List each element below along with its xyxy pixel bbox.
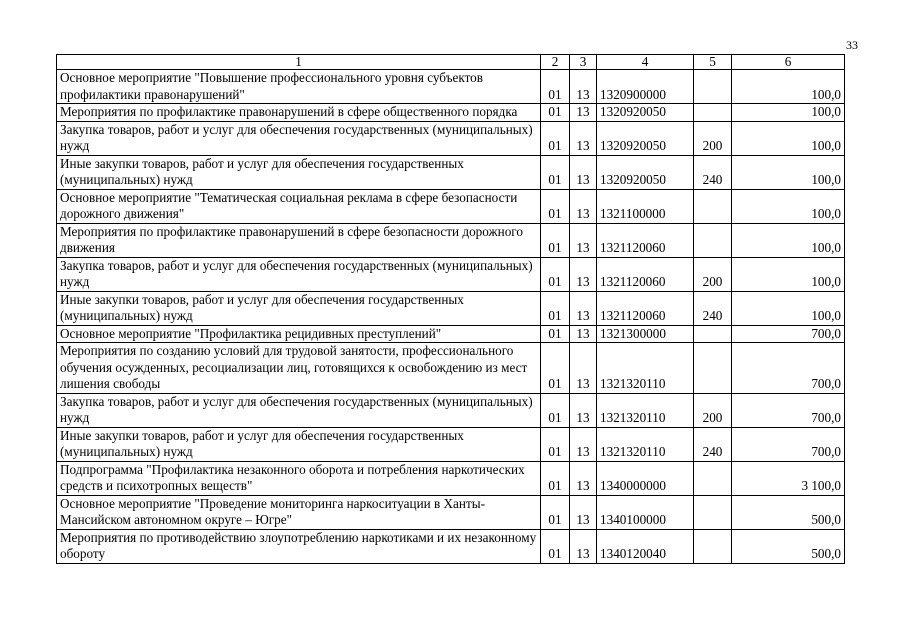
amount-cell: 100,0 <box>732 104 845 122</box>
table-row <box>57 461 845 495</box>
table-row <box>57 495 845 529</box>
target-article-cell: 1321320110 <box>597 427 694 461</box>
table-row <box>57 223 845 257</box>
section-code-cell: 01 <box>541 325 570 343</box>
table-row <box>57 257 845 291</box>
column-header-5: 5 <box>694 55 732 70</box>
row-name-cell: Мероприятия по профилактике правонарушений в сфере безопасности дорожного движения <box>57 223 541 257</box>
subsection-code-cell: 13 <box>570 461 597 495</box>
amount-cell: 700,0 <box>732 343 845 394</box>
column-header-2: 2 <box>541 55 570 70</box>
subsection-code-cell: 13 <box>570 70 597 104</box>
column-header-4: 4 <box>597 55 694 70</box>
page-number: 33 <box>846 38 858 52</box>
subsection-code-cell: 13 <box>570 291 597 325</box>
row-name-cell: Мероприятия по профилактике правонарушений в сфере общественного порядка <box>57 104 541 122</box>
column-number-row <box>57 55 845 70</box>
section-code-cell: 01 <box>541 461 570 495</box>
expense-type-cell <box>694 104 732 122</box>
subsection-code-cell: 13 <box>570 427 597 461</box>
amount-cell: 100,0 <box>732 257 845 291</box>
subsection-code-cell: 13 <box>570 393 597 427</box>
expense-type-cell: 200 <box>694 393 732 427</box>
subsection-code-cell: 13 <box>570 495 597 529</box>
table-row <box>57 393 845 427</box>
row-name-cell: Основное мероприятие "Профилактика рецидивных преступлений" <box>57 325 541 343</box>
target-article-cell: 1321300000 <box>597 325 694 343</box>
column-header-6: 6 <box>732 55 845 70</box>
amount-cell: 100,0 <box>732 291 845 325</box>
target-article-cell: 1340100000 <box>597 495 694 529</box>
subsection-code-cell: 13 <box>570 121 597 155</box>
row-name-cell: Закупка товаров, работ и услуг для обеспечения государственных (муниципальных) нужд <box>57 121 541 155</box>
section-code-cell: 01 <box>541 393 570 427</box>
amount-cell: 500,0 <box>732 495 845 529</box>
expense-type-cell: 200 <box>694 121 732 155</box>
expense-type-cell <box>694 529 732 563</box>
subsection-code-cell: 13 <box>570 325 597 343</box>
row-name-cell: Подпрограмма "Профилактика незаконного оборота и потребления наркотических средств и психотропных веществ" <box>57 461 541 495</box>
row-name-cell: Основное мероприятие "Тематическая социальная реклама в сфере безопасности дорожного движения" <box>57 189 541 223</box>
target-article-cell: 1321320110 <box>597 343 694 394</box>
subsection-code-cell: 13 <box>570 189 597 223</box>
table-row <box>57 343 845 394</box>
subsection-code-cell: 13 <box>570 257 597 291</box>
section-code-cell: 01 <box>541 257 570 291</box>
section-code-cell: 01 <box>541 495 570 529</box>
amount-cell: 100,0 <box>732 70 845 104</box>
subsection-code-cell: 13 <box>570 223 597 257</box>
section-code-cell: 01 <box>541 291 570 325</box>
target-article-cell: 1340000000 <box>597 461 694 495</box>
section-code-cell: 01 <box>541 343 570 394</box>
section-code-cell: 01 <box>541 70 570 104</box>
target-article-cell: 1320900000 <box>597 70 694 104</box>
section-code-cell: 01 <box>541 529 570 563</box>
column-header-3: 3 <box>570 55 597 70</box>
section-code-cell: 01 <box>541 104 570 122</box>
expense-type-cell <box>694 325 732 343</box>
subsection-code-cell: 13 <box>570 104 597 122</box>
target-article-cell: 1321120060 <box>597 223 694 257</box>
expense-type-cell <box>694 223 732 257</box>
amount-cell: 100,0 <box>732 121 845 155</box>
expense-type-cell: 200 <box>694 257 732 291</box>
expense-type-cell <box>694 70 732 104</box>
budget-table <box>56 54 845 564</box>
amount-cell: 100,0 <box>732 155 845 189</box>
table-body <box>57 70 845 564</box>
row-name-cell: Иные закупки товаров, работ и услуг для обеспечения государственных (муниципальных) нужд <box>57 155 541 189</box>
expense-type-cell <box>694 189 732 223</box>
target-article-cell: 1321100000 <box>597 189 694 223</box>
amount-cell: 700,0 <box>732 325 845 343</box>
target-article-cell: 1321120060 <box>597 291 694 325</box>
expense-type-cell: 240 <box>694 155 732 189</box>
amount-cell: 3 100,0 <box>732 461 845 495</box>
row-name-cell: Мероприятия по созданию условий для трудовой занятости, профессионального обучения осужденных, ресоциализации лиц, готовящихся к освобождению из мест лишения свободы <box>57 343 541 394</box>
row-name-cell: Закупка товаров, работ и услуг для обеспечения государственных (муниципальных) нужд <box>57 393 541 427</box>
target-article-cell: 1320920050 <box>597 104 694 122</box>
amount-cell: 700,0 <box>732 393 845 427</box>
row-name-cell: Иные закупки товаров, работ и услуг для обеспечения государственных (муниципальных) нужд <box>57 427 541 461</box>
row-name-cell: Иные закупки товаров, работ и услуг для обеспечения государственных (муниципальных) нужд <box>57 291 541 325</box>
amount-cell: 100,0 <box>732 189 845 223</box>
table-row <box>57 291 845 325</box>
section-code-cell: 01 <box>541 121 570 155</box>
expense-type-cell <box>694 343 732 394</box>
target-article-cell: 1321320110 <box>597 393 694 427</box>
expense-type-cell: 240 <box>694 427 732 461</box>
expense-type-cell <box>694 461 732 495</box>
section-code-cell: 01 <box>541 223 570 257</box>
table-row <box>57 529 845 563</box>
row-name-cell: Мероприятия по противодействию злоупотреблению наркотиками и их незаконному обороту <box>57 529 541 563</box>
table-row <box>57 70 845 104</box>
row-name-cell: Основное мероприятие "Проведение мониторинга наркоситуации в Ханты-Мансийском автономном округе – Югре" <box>57 495 541 529</box>
target-article-cell: 1340120040 <box>597 529 694 563</box>
target-article-cell: 1321120060 <box>597 257 694 291</box>
amount-cell: 500,0 <box>732 529 845 563</box>
row-name-cell: Закупка товаров, работ и услуг для обеспечения государственных (муниципальных) нужд <box>57 257 541 291</box>
target-article-cell: 1320920050 <box>597 155 694 189</box>
subsection-code-cell: 13 <box>570 155 597 189</box>
subsection-code-cell: 13 <box>570 529 597 563</box>
table-row <box>57 121 845 155</box>
section-code-cell: 01 <box>541 427 570 461</box>
amount-cell: 100,0 <box>732 223 845 257</box>
row-name-cell: Основное мероприятие "Повышение профессионального уровня субъектов профилактики правонарушений" <box>57 70 541 104</box>
table-row <box>57 104 845 122</box>
table-row <box>57 189 845 223</box>
target-article-cell: 1320920050 <box>597 121 694 155</box>
expense-type-cell <box>694 495 732 529</box>
section-code-cell: 01 <box>541 189 570 223</box>
expense-type-cell: 240 <box>694 291 732 325</box>
table-row <box>57 325 845 343</box>
section-code-cell: 01 <box>541 155 570 189</box>
amount-cell: 700,0 <box>732 427 845 461</box>
table-row <box>57 427 845 461</box>
table-row <box>57 155 845 189</box>
subsection-code-cell: 13 <box>570 343 597 394</box>
column-header-1: 1 <box>57 55 541 70</box>
